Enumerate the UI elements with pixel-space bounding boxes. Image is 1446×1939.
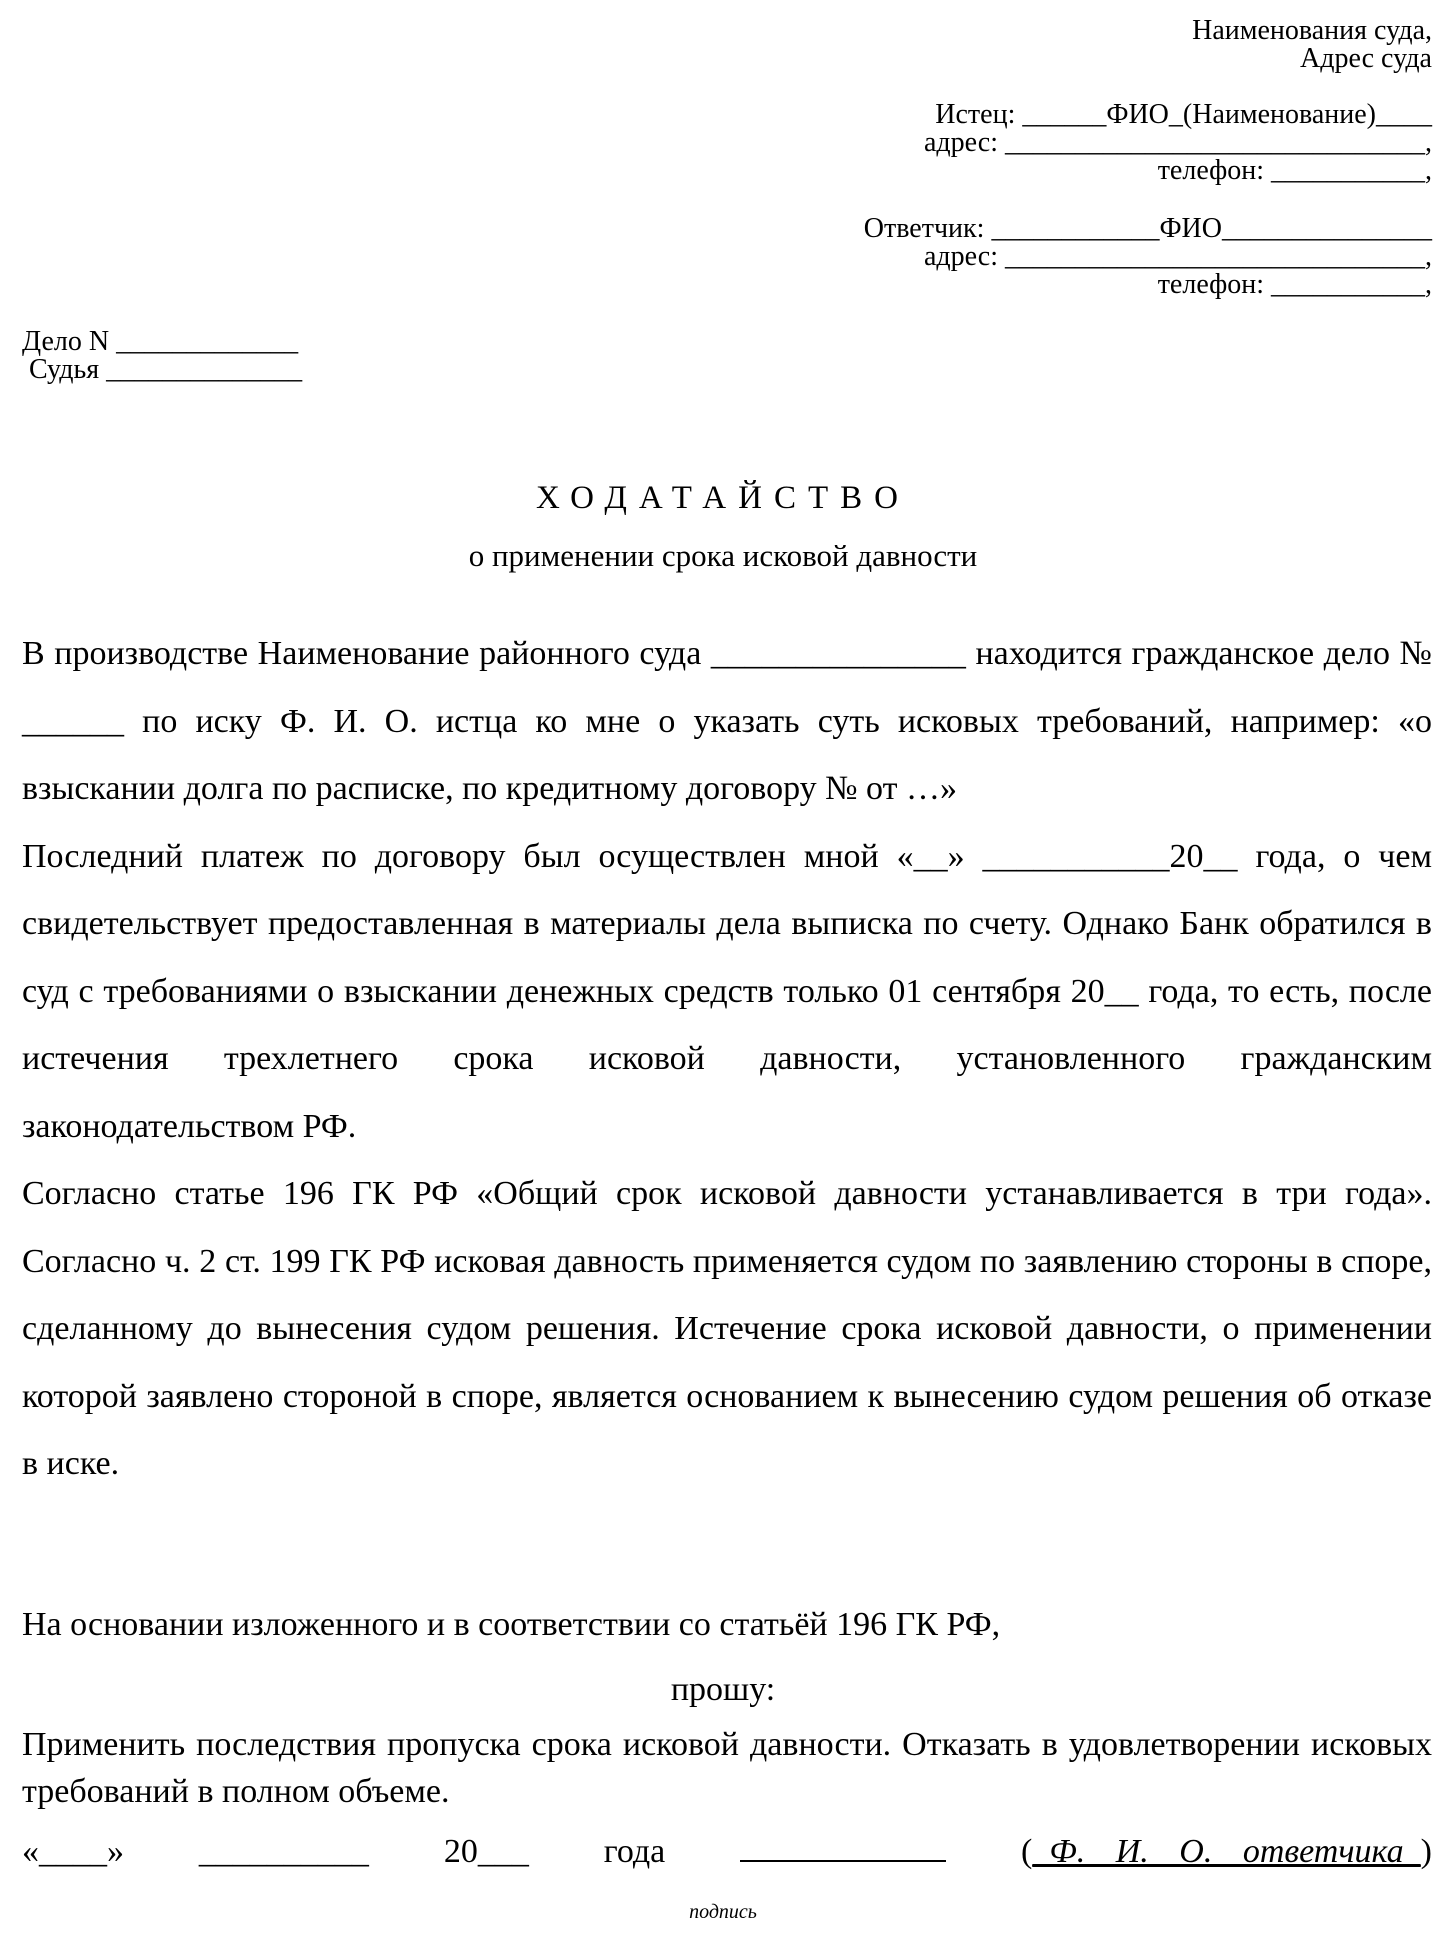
closing-basis: На основании изложенного и в соответствии со статьёй 196 ГК РФ, [22, 1606, 1001, 1643]
plaintiff-address: адрес: ______________________________, [923, 127, 1432, 158]
body-paragraph-3: Согласно статье 196 ГК РФ «Общий срок исковой давности устанавливается в три года». Согласно ч. 2 ст. 199 ГК РФ исковая давность применяется судом по заявлению стороны в споре, сделанному до вынесения судом решения. Истечение срока исковой давности, о применении которой заявлено стороной в споре, является основанием к вынесению судом решения об отказе в иске. [22, 1175, 1432, 1482]
judge-line: Судья ______________ [22, 354, 303, 385]
plaintiff-value: ______ФИО_(Наименование)____ [1022, 99, 1432, 130]
case-number-line: Дело N _____________ [22, 326, 299, 357]
signature-line [740, 1830, 946, 1862]
signature-year: 20___ [443, 1833, 529, 1870]
signature-name: _Ф. И. О. ответчика_ [1032, 1833, 1421, 1870]
court-name: Наименования суда, [1192, 15, 1432, 46]
body-paragraph-1: В производстве Наименование районного суда _______________ находится гражданское дело № ______ по иску Ф. И. О. истца ко мне о указать суть исковых требований, например: «о взыскании долга по расписке, по кредитному договору № от …» [22, 635, 1432, 807]
defendant-phone: телефон: ___________, [1157, 269, 1432, 300]
request-text: Применить последствия пропуска срока исковой давности. Отказать в удовлетворении исковых требований в полном объеме. [22, 1726, 1432, 1810]
defendant-label: Ответчик: [863, 213, 985, 244]
plaintiff-phone: телефон: ___________, [1157, 155, 1432, 186]
body-paragraph-2: Последний платеж по договору был осуществлен мной «__» ___________20__ года, о чем свидетельствует предоставленная в материалы дела выписка по счету. Однако Банк обратился в суд с требованиями о взыскании денежных средств только 01 сентября 20__ года, то есть, после истечения трехлетнего срока исковой давности, установленного гражданским законодательством РФ. [22, 837, 1432, 1145]
request-word: прошу: [670, 1671, 776, 1708]
document-title: ХОДАТАЙСТВО [536, 480, 910, 516]
plaintiff-label: Истец: [935, 99, 1016, 130]
defendant-address: адрес: ______________________________, [923, 241, 1432, 272]
signature-caption: подпись [689, 1901, 757, 1923]
signature-month: __________ [198, 1833, 369, 1870]
signature-day: «____» [22, 1833, 124, 1870]
court-address: Адрес суда [1300, 43, 1432, 74]
signature-year-word: года [603, 1833, 666, 1870]
document-subtitle: о применении срока исковой давности [468, 538, 978, 573]
signature-row [22, 1830, 1432, 1874]
signature-open-paren: ( [1021, 1833, 1033, 1870]
signature-name-block [1021, 1830, 1432, 1874]
body-text [22, 620, 1432, 1498]
signature-close-paren: ) [1420, 1833, 1432, 1870]
defendant-value: ____________ФИО_______________ [991, 213, 1432, 244]
